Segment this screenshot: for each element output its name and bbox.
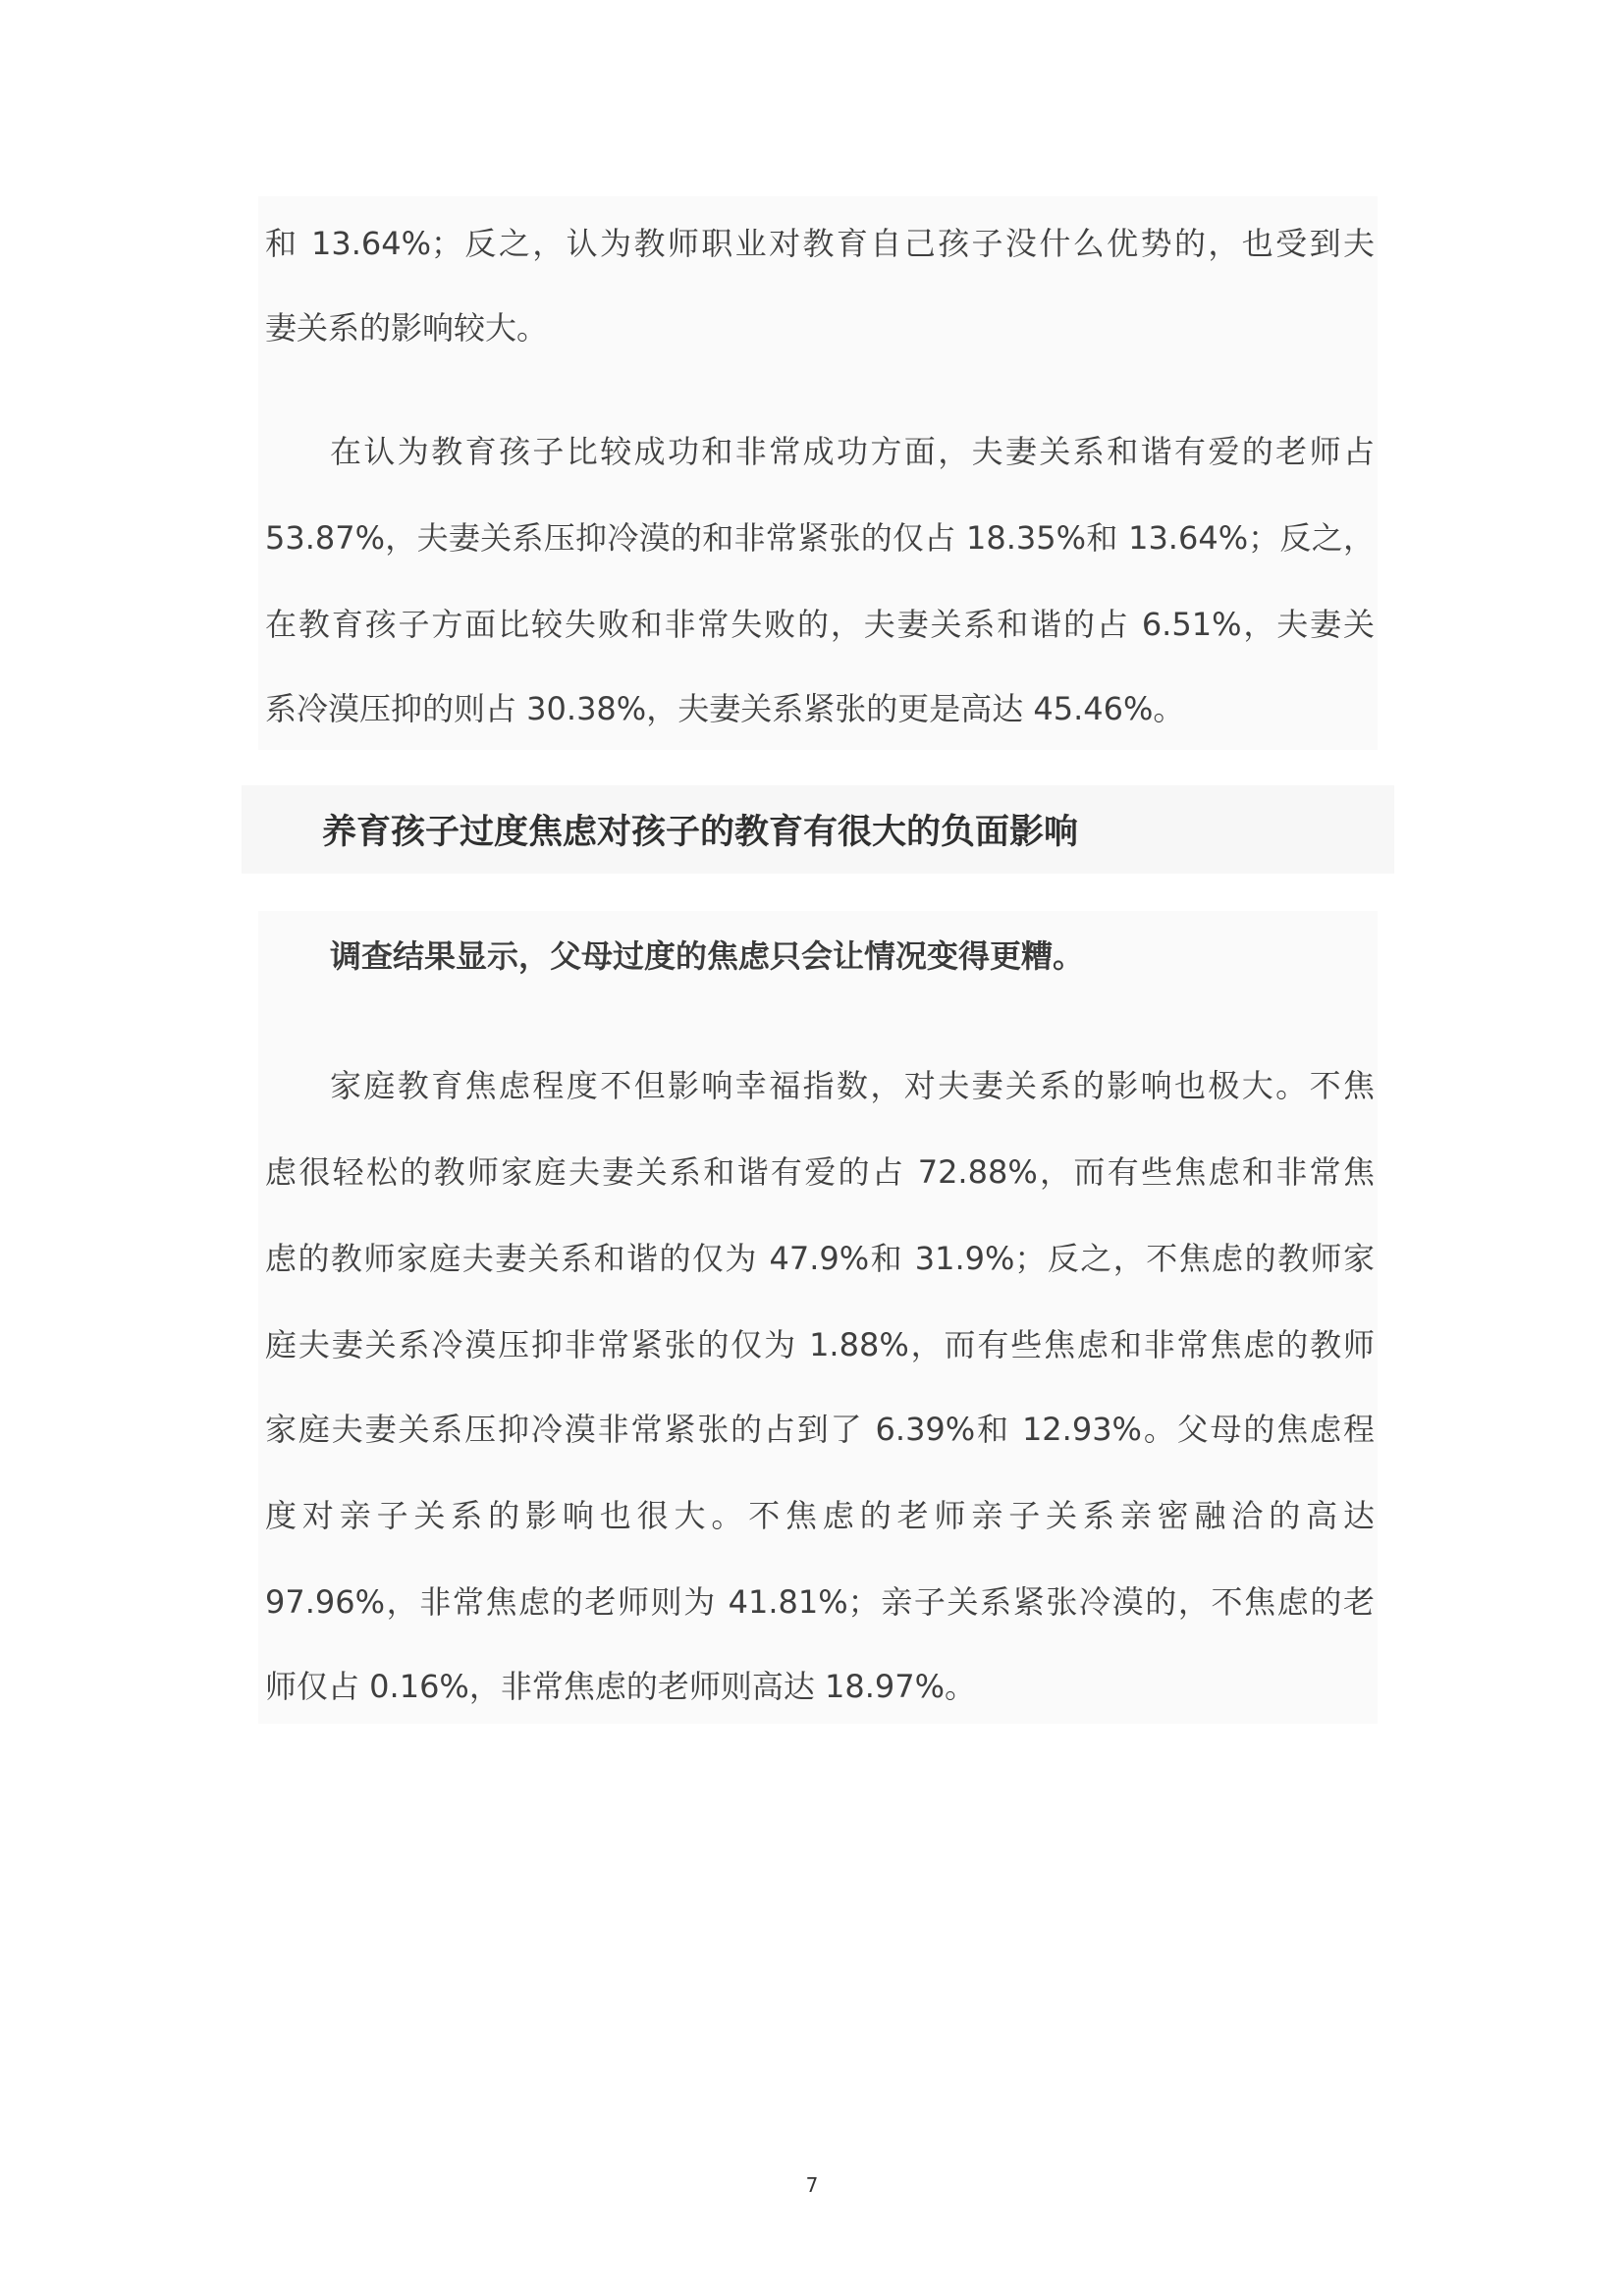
paragraph-line: 妻关系的影响较大。 xyxy=(265,309,549,347)
paragraph-line: 师仅占 0.16%，非常焦虑的老师则高达 18.97%。 xyxy=(265,1668,977,1705)
section-heading: 养育孩子过度焦虑对孩子的教育有很大的负面影响 xyxy=(322,813,1079,852)
lead-sentence: 调查结果显示，父母过度的焦虑只会让情况变得更糟。 xyxy=(330,937,1085,975)
paragraph-line: 虑的教师家庭夫妻关系和谐的仅为 47.9%和 31.9%；反之，不焦虑的教师家 xyxy=(265,1240,1375,1277)
paragraph-line: 虑很轻松的教师家庭夫妻关系和谐有爱的占 72.88%，而有些焦虑和非常焦 xyxy=(265,1153,1375,1191)
paragraph-line: 在教育孩子方面比较失败和非常失败的，夫妻关系和谐的占 6.51%，夫妻关 xyxy=(265,606,1375,643)
paragraph-line: 系冷漠压抑的则占 30.38%，夫妻关系紧张的更是高达 45.46%。 xyxy=(265,690,1185,727)
paragraph-line: 在认为教育孩子比较成功和非常成功方面，夫妻关系和谐有爱的老师占 xyxy=(330,433,1375,470)
page-number: 7 xyxy=(805,2173,819,2197)
paragraph-line: 53.87%，夫妻关系压抑冷漠的和非常紧张的仅占 18.35%和 13.64%；反之， xyxy=(265,519,1375,557)
text-block-1 xyxy=(258,196,1378,750)
paragraph-line: 家庭夫妻关系压抑冷漠非常紧张的占到了 6.39%和 12.93%。父母的焦虑程 xyxy=(265,1411,1375,1448)
paragraph-line: 和 13.64%；反之，认为教师职业对教育自己孩子没什么优势的，也受到夫 xyxy=(265,225,1375,262)
paragraph-line: 家庭教育焦虑程度不但影响幸福指数，对夫妻关系的影响也极大。不焦 xyxy=(330,1067,1375,1104)
paragraph-line: 度对亲子关系的影响也很大。不焦虑的老师亲子关系亲密融洽的高达 xyxy=(265,1497,1375,1534)
paragraph-line: 97.96%，非常焦虑的老师则为 41.81%；亲子关系紧张冷漠的，不焦虑的老 xyxy=(265,1583,1375,1621)
paragraph-line: 庭夫妻关系冷漠压抑非常紧张的仅为 1.88%，而有些焦虑和非常焦虑的教师 xyxy=(265,1326,1375,1363)
